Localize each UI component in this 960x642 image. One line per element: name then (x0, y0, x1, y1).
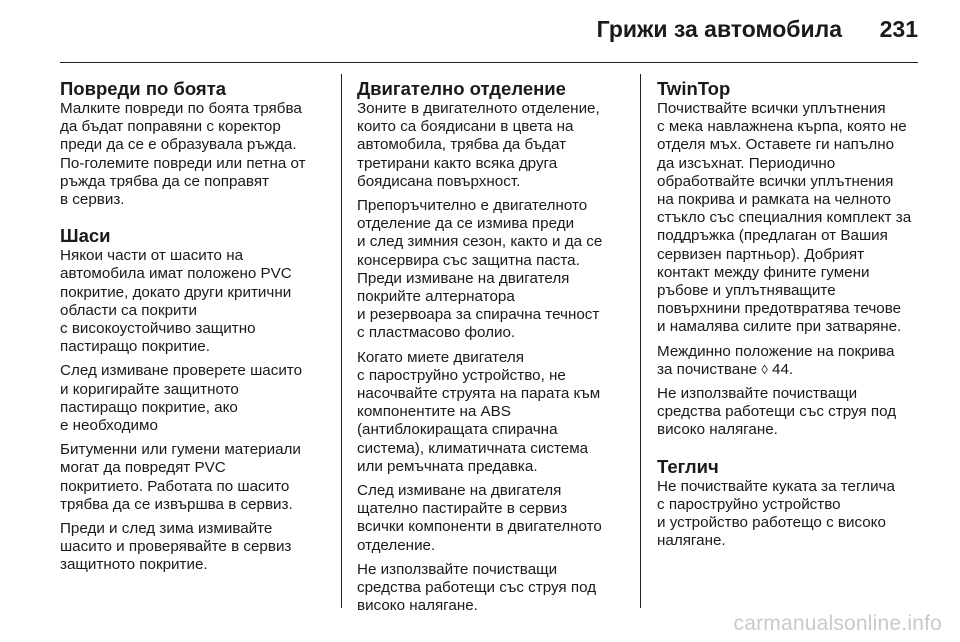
paragraph (357, 197, 627, 343)
paragraph (357, 482, 627, 555)
text-line: всички компоненти в двигателното (357, 518, 602, 536)
text-line: преди да се е образувала ръжда. (60, 136, 297, 154)
text-line: сервизен партньор). Добрият (657, 245, 865, 263)
paragraph (60, 100, 330, 209)
text-line: боядисана повърхност. (357, 172, 521, 190)
text-line: По-големите повреди или петна от (60, 154, 306, 172)
column-divider (341, 74, 342, 608)
text-line: отделя мъх. Оставете ги напълно (657, 136, 895, 154)
text-line: в сервиз. (60, 191, 125, 209)
column-left (60, 78, 330, 581)
page-number: 231 (879, 16, 918, 42)
paragraph (357, 561, 627, 616)
text-line: ръжда трябва да се поправят (60, 172, 269, 190)
page-reference[interactable]: 44. (772, 360, 794, 378)
text-line: Когато миете двигателя (357, 348, 524, 366)
text-line: контакт между фините гумени (657, 263, 870, 281)
text-line: да изсъхнат. Периодично (657, 154, 836, 172)
text-line: трябва да се извършва в сервиз. (60, 495, 293, 513)
page-reference-icon: ◊ (761, 361, 768, 377)
text-line: области са покрити (60, 301, 197, 319)
text-line: защитното покритие. (60, 556, 208, 574)
text-line: с пластмасово фолио. (357, 324, 516, 342)
text-line: покритие, докато други критични (60, 283, 292, 301)
paragraph (357, 349, 627, 476)
text-line: покритието. Работата по шасито (60, 477, 290, 495)
text-line: за почистване (657, 360, 758, 378)
paragraph (60, 362, 330, 435)
text-line: автомобила, трябва да бъдат (357, 136, 567, 154)
text-line: и след зимния сезон, както и да се (357, 233, 603, 251)
text-line: и коригирайте защитното (60, 380, 239, 398)
section-heading-tow-hitch: Теглич (657, 455, 719, 477)
text-line: Не почиствайте куката за теглича (657, 477, 895, 495)
text-line: средства работещи със струя под (357, 579, 597, 597)
text-line: система), климатичната система (357, 439, 589, 457)
text-line: Препоръчително е двигателното (357, 197, 588, 215)
text-line: с високоустойчиво защитно (60, 320, 256, 338)
paragraph (60, 520, 330, 575)
text-line: и намалява силите при затваряне. (657, 318, 902, 336)
text-line: покрийте алтернатора (357, 288, 515, 306)
text-line: с мека навлажнена кърпа, която не (657, 118, 907, 136)
text-line: и устройство работещо с високо (657, 514, 886, 532)
text-line: стъкло със специалния комплект за (657, 209, 912, 227)
paragraph (657, 478, 927, 551)
text-line: Малките повреди по боята трябва (60, 100, 302, 117)
page-title: Грижи за автомобила (596, 16, 842, 42)
text-line: с пароструйно устройство (657, 495, 841, 513)
text-line: ръбове и уплътняващите (657, 282, 836, 300)
section-heading-engine-compartment: Двигателно отделение (357, 78, 566, 99)
text-line: автомобила имат положено PVC (60, 265, 292, 283)
text-line: на покрива и рамката на челното (657, 191, 891, 209)
text-line: с пароструйно устройство, не (357, 366, 566, 384)
text-line: След измиване на двигателя (357, 482, 562, 500)
text-line: е необходимо (60, 417, 158, 435)
text-line: които са боядисани в цвета на (357, 118, 574, 136)
text-line: поддръжка (предлаган от Вашия (657, 227, 888, 245)
paragraph (657, 385, 927, 440)
text-line: насочвайте струята на парата към (357, 385, 601, 403)
watermark: carmanualsonline.info (733, 612, 942, 635)
text-line: обработвайте всички уплътнения (657, 172, 894, 190)
paragraph (60, 441, 330, 514)
paragraph (60, 247, 330, 356)
text-line: повърхнини предотвратява течове (657, 300, 902, 318)
text-line: пастиращо покритие. (60, 338, 210, 356)
text-line: налягане. (657, 532, 726, 550)
text-line: компонентите на ABS (357, 403, 511, 421)
text-line: Междинно положение на покрива (657, 342, 895, 360)
column-middle (357, 78, 627, 621)
text-line: или ремъчната предавка. (357, 457, 538, 475)
text-line: високо налягане. (657, 421, 778, 439)
text-line: Преди и след зима измивайте (60, 520, 273, 538)
paragraph (657, 343, 927, 379)
text-line: пастиращо покритие, ако (60, 398, 238, 416)
text-line: След измиване проверете шасито (60, 362, 303, 380)
column-divider (640, 74, 641, 608)
section-heading-paint-damage: Повреди по боята (60, 78, 227, 99)
column-right (657, 78, 927, 556)
text-line: шасито и проверявайте в сервиз (60, 538, 292, 556)
paragraph (657, 100, 927, 337)
paragraph (357, 100, 627, 191)
section-heading-twintop: TwinTop (657, 78, 731, 99)
text-line: Преди измиване на двигателя (357, 269, 570, 287)
text-line: Почиствайте всички уплътнения (657, 100, 886, 117)
text-line: Не използвайте почистващи (657, 385, 858, 403)
text-line: отделение да се измива преди (357, 215, 575, 233)
text-line: (антиблокиращата спирачна (357, 421, 558, 439)
text-line: Битуменни или гумени материали (60, 441, 301, 459)
section-heading-chassis: Шаси (60, 225, 111, 247)
text-line: отделение. (357, 536, 436, 554)
text-line: високо налягане. (357, 597, 478, 615)
text-line: консервира със защитна паста. (357, 251, 580, 269)
text-line: могат да повредят PVC (60, 459, 226, 477)
text-line: Не използвайте почистващи (357, 560, 558, 578)
text-line: да бъдат поправяни с коректор (60, 118, 281, 136)
text-line: третирани както всяка друга (357, 154, 558, 172)
page-header (60, 0, 918, 63)
text-line: Зоните в двигателното отделение, (357, 100, 600, 117)
text-line: и резервоара за спирачна течност (357, 306, 600, 324)
text-line: средства работещи със струя под (657, 403, 897, 421)
text-line: щателно пастирайте в сервиз (357, 500, 568, 518)
text-line: Някои части от шасито на (60, 247, 244, 265)
